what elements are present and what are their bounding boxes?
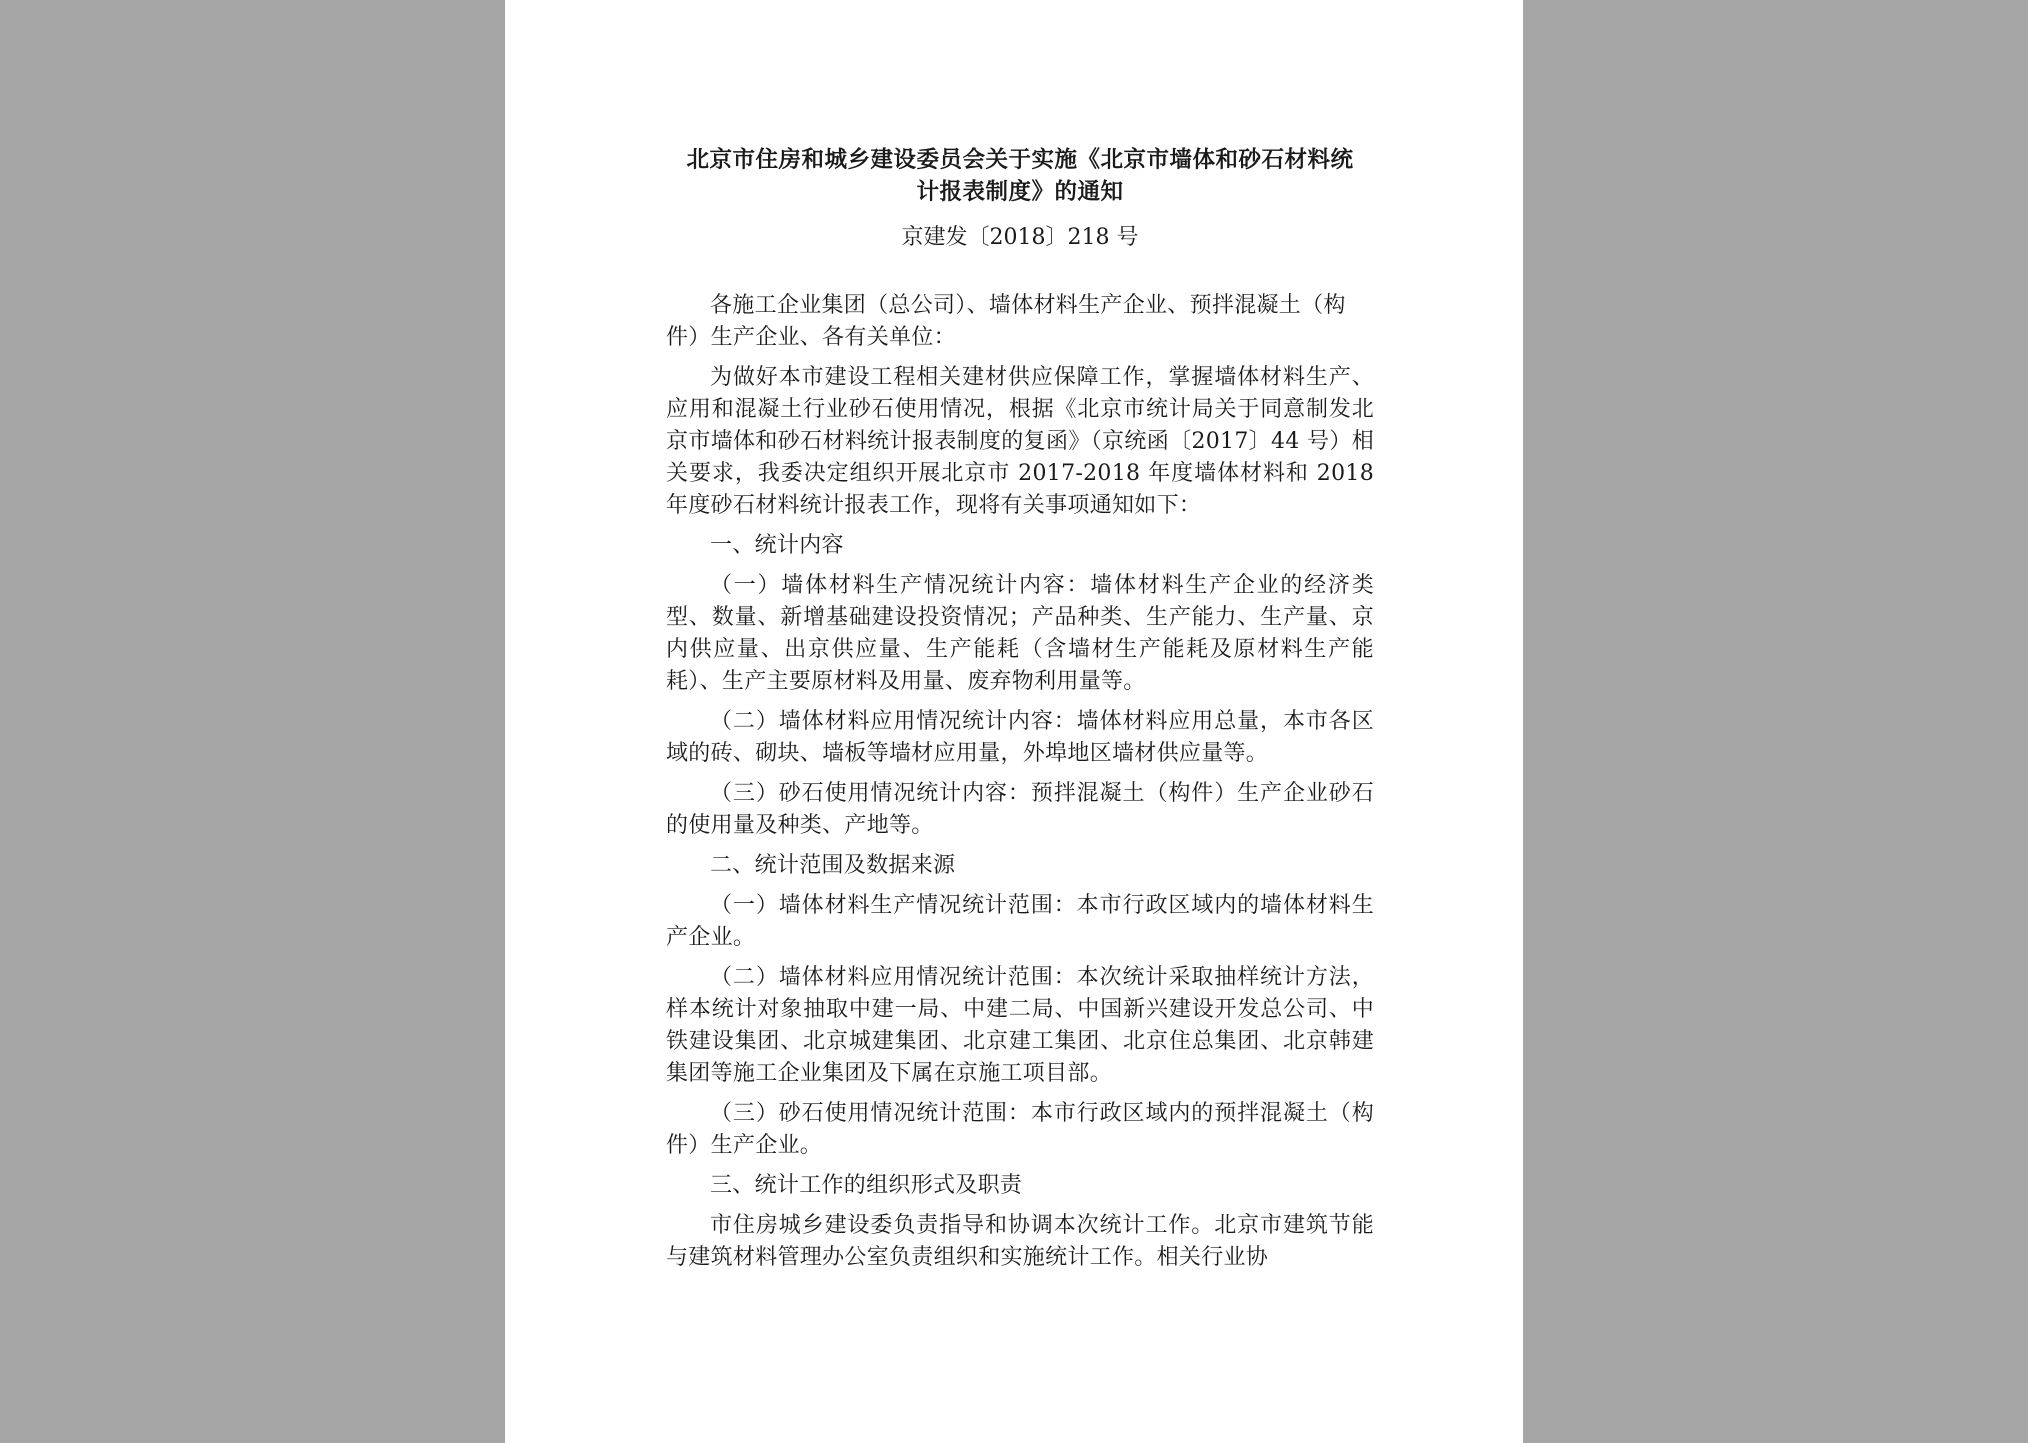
section-2-item-1: （一）墙体材料生产情况统计范围：本市行政区域内的墙体材料生产企业。: [666, 893, 1374, 950]
section-1-heading: 一、统计内容: [710, 533, 844, 558]
document-content: [666, 144, 1374, 1282]
section-1-item-2: （二）墙体材料应用情况统计内容：墙体材料应用总量，本市各区域的砖、砌块、墙板等墙材应用量，外埠地区墙材供应量等。: [666, 709, 1374, 766]
document-title: [666, 144, 1374, 208]
section-3-heading: 三、统计工作的组织形式及职责: [710, 1173, 1023, 1198]
section-2-item-3: （三）砂石使用情况统计范围：本市行政区域内的预拌混凝土（构件）生产企业。: [666, 1101, 1374, 1158]
intro-paragraph: 为做好本市建设工程相关建材供应保障工作，掌握墙体材料生产、应用和混凝土行业砂石使用情况，根据《北京市统计局关于同意制发北京市墙体和砂石材料统计报表制度的复函》（京统函〔2017〕44 号）相关要求，我委决定组织开展北京市 2017-2018 年度墙体材料和 2018 年度砂石材料统计报表工作，现将有关事项通知如下：: [666, 365, 1374, 518]
section-1-item-3: （三）砂石使用情况统计内容：预拌混凝土（构件）生产企业砂石的使用量及种类、产地等。: [666, 781, 1374, 838]
salutation: 各施工企业集团（总公司）、墙体材料生产企业、预拌混凝土（构件）生产企业、各有关单位：: [666, 293, 1346, 350]
document-number: 京建发〔2018〕218 号: [901, 225, 1139, 250]
section-1-item-1: （一）墙体材料生产情况统计内容：墙体材料生产企业的经济类型、数量、新增基础建设投资情况；产品种类、生产能力、生产量、京内供应量、出京供应量、生产能耗（含墙材生产能耗及原材料生产能耗）、生产主要原材料及用量、废弃物利用量等。: [666, 573, 1374, 694]
section-2-item-2: （二）墙体材料应用情况统计范围：本次统计采取抽样统计方法，样本统计对象抽取中建一局、中建二局、中国新兴建设开发总公司、中铁建设集团、北京城建集团、北京建工集团、北京住总集团、北京韩建集团等施工企业集团及下属在京施工项目部。: [666, 965, 1374, 1086]
document-body: [666, 290, 1374, 1274]
section-2-heading: 二、统计范围及数据来源: [710, 853, 956, 878]
document-title-line-2: 计报表制度》的通知: [916, 179, 1124, 205]
document-title-line-1: 北京市住房和城乡建设委员会关于实施《北京市墙体和砂石材料统: [686, 147, 1354, 173]
section-3-paragraph-1: 市住房城乡建设委负责指导和协调本次统计工作。北京市建筑节能与建筑材料管理办公室负责组织和实施统计工作。相关行业协: [666, 1213, 1374, 1270]
document-page: [505, 0, 1523, 1443]
